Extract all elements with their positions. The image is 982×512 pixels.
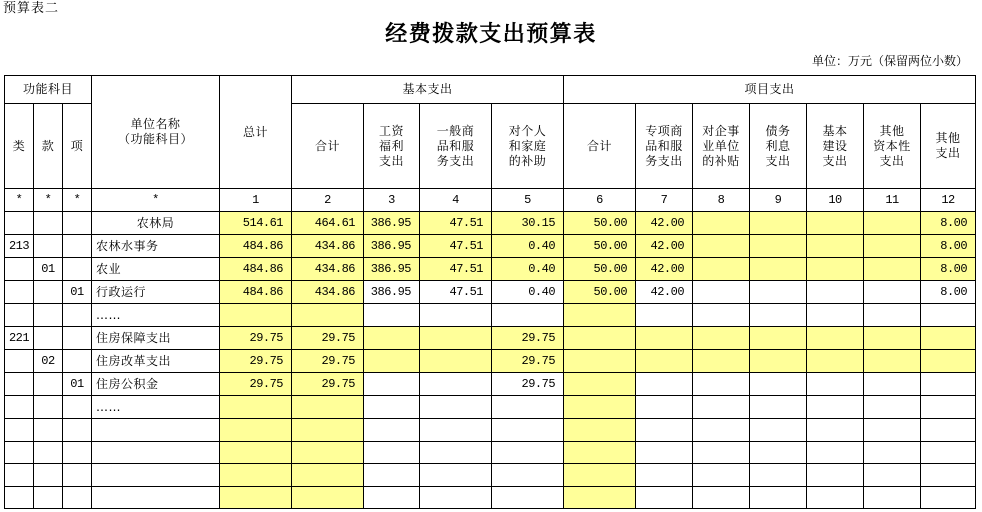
unit-name-cell xyxy=(92,419,220,442)
cell-other-capital xyxy=(864,350,921,373)
cell-other-expenditure xyxy=(921,304,976,327)
table-row xyxy=(5,258,976,281)
cell-other-expenditure xyxy=(921,487,976,509)
cell-wages-welfare xyxy=(364,350,420,373)
index-total: 1 xyxy=(220,189,292,212)
unit-name-cell: 住房公积金 xyxy=(92,373,220,396)
index-special-goods-services: 7 xyxy=(636,189,693,212)
cell-other-capital xyxy=(864,396,921,419)
cell-total xyxy=(220,442,292,464)
cell-project-subtotal xyxy=(564,327,636,350)
cell-basic-subtotal: 434.86 xyxy=(292,281,364,304)
code-kuan-cell xyxy=(34,281,63,304)
cell-basic-subtotal xyxy=(292,442,364,464)
cell-total xyxy=(220,464,292,487)
cell-goods-services: 47.51 xyxy=(420,235,492,258)
cell-enterprise-subsidy xyxy=(693,258,750,281)
cell-capital-construction xyxy=(807,396,864,419)
cell-other-capital xyxy=(864,442,921,464)
cell-project-subtotal xyxy=(564,304,636,327)
cell-capital-construction xyxy=(807,281,864,304)
table-row xyxy=(5,327,976,350)
cell-basic-subtotal: 464.61 xyxy=(292,212,364,235)
cell-enterprise-subsidy xyxy=(693,304,750,327)
header-lei: 类 xyxy=(5,104,34,189)
cell-other-capital xyxy=(864,235,921,258)
cell-capital-construction xyxy=(807,212,864,235)
code-xiang-cell xyxy=(63,464,92,487)
cell-basic-subtotal xyxy=(292,396,364,419)
cell-debt-interest xyxy=(750,487,807,509)
code-kuan-cell: 01 xyxy=(34,258,63,281)
cell-total xyxy=(220,304,292,327)
code-xiang-cell xyxy=(63,487,92,509)
header-basic-expenditure: 基本支出 xyxy=(292,76,564,104)
code-lei-cell: 213 xyxy=(5,235,34,258)
header-unit-name: 单位名称 （功能科目） xyxy=(92,76,220,189)
code-xiang-cell xyxy=(63,396,92,419)
table-row xyxy=(5,396,976,419)
cell-wages-welfare xyxy=(364,373,420,396)
code-kuan-cell xyxy=(34,464,63,487)
page-title: 经费拨款支出预算表 xyxy=(385,22,597,47)
cell-capital-construction xyxy=(807,327,864,350)
index-xiang: * xyxy=(63,189,92,212)
cell-individual-household-subsidy xyxy=(492,419,564,442)
cell-project-subtotal xyxy=(564,442,636,464)
cell-debt-interest xyxy=(750,281,807,304)
code-xiang-cell xyxy=(63,442,92,464)
cell-goods-services xyxy=(420,304,492,327)
cell-capital-construction xyxy=(807,442,864,464)
code-kuan-cell xyxy=(34,442,63,464)
header-row-groups xyxy=(5,76,976,104)
table-row xyxy=(5,373,976,396)
cell-special-goods-services xyxy=(636,419,693,442)
header-goods-services: 一般商 品和服 务支出 xyxy=(420,104,492,189)
cell-other-expenditure: 8.00 xyxy=(921,281,976,304)
unit-name-cell xyxy=(92,487,220,509)
cell-capital-construction xyxy=(807,235,864,258)
header-individual-household-subsidy: 对个人 和家庭 的补助 xyxy=(492,104,564,189)
header-kuan: 款 xyxy=(34,104,63,189)
code-lei-cell xyxy=(5,442,34,464)
unit-note: 单位：万元（保留两位小数） xyxy=(811,54,968,68)
cell-individual-household-subsidy xyxy=(492,464,564,487)
code-kuan-cell xyxy=(34,304,63,327)
code-lei-cell xyxy=(5,258,34,281)
unit-name-cell: 农林局 xyxy=(92,212,220,235)
table-row xyxy=(5,212,976,235)
cell-basic-subtotal xyxy=(292,464,364,487)
code-kuan-cell xyxy=(34,419,63,442)
cell-wages-welfare xyxy=(364,419,420,442)
cell-goods-services xyxy=(420,487,492,509)
cell-other-expenditure xyxy=(921,327,976,350)
cell-other-capital xyxy=(864,258,921,281)
header-project-expenditure: 项目支出 xyxy=(564,76,976,104)
header-debt-interest: 债务 利息 支出 xyxy=(750,104,807,189)
cell-wages-welfare: 386.95 xyxy=(364,235,420,258)
code-kuan-cell: 02 xyxy=(34,350,63,373)
cell-other-expenditure: 8.00 xyxy=(921,212,976,235)
cell-basic-subtotal xyxy=(292,304,364,327)
cell-special-goods-services xyxy=(636,487,693,509)
cell-other-capital xyxy=(864,327,921,350)
code-xiang-cell xyxy=(63,258,92,281)
cell-basic-subtotal: 434.86 xyxy=(292,258,364,281)
header-project-subtotal: 合计 xyxy=(564,104,636,189)
cell-project-subtotal xyxy=(564,396,636,419)
document-label: 预算表二 xyxy=(3,1,60,16)
code-lei-cell xyxy=(5,304,34,327)
index-basic-subtotal: 2 xyxy=(292,189,364,212)
cell-other-expenditure xyxy=(921,419,976,442)
cell-special-goods-services: 42.00 xyxy=(636,235,693,258)
cell-individual-household-subsidy: 29.75 xyxy=(492,350,564,373)
cell-enterprise-subsidy xyxy=(693,442,750,464)
cell-goods-services xyxy=(420,442,492,464)
header-xiang: 项 xyxy=(63,104,92,189)
cell-project-subtotal: 50.00 xyxy=(564,258,636,281)
code-xiang-cell xyxy=(63,419,92,442)
cell-special-goods-services xyxy=(636,442,693,464)
code-kuan-cell xyxy=(34,373,63,396)
cell-enterprise-subsidy xyxy=(693,396,750,419)
cell-debt-interest xyxy=(750,464,807,487)
unit-name-cell: 行政运行 xyxy=(92,281,220,304)
code-lei-cell xyxy=(5,281,34,304)
cell-special-goods-services xyxy=(636,396,693,419)
unit-name-cell: 农业 xyxy=(92,258,220,281)
index-project-subtotal: 6 xyxy=(564,189,636,212)
cell-other-capital xyxy=(864,212,921,235)
cell-goods-services xyxy=(420,419,492,442)
header-special-goods-services: 专项商 品和服 务支出 xyxy=(636,104,693,189)
cell-other-capital xyxy=(864,373,921,396)
cell-total: 484.86 xyxy=(220,258,292,281)
code-xiang-cell: 01 xyxy=(63,281,92,304)
index-lei: * xyxy=(5,189,34,212)
cell-project-subtotal xyxy=(564,464,636,487)
index-unit-name: * xyxy=(92,189,220,212)
cell-other-expenditure: 8.00 xyxy=(921,258,976,281)
cell-total xyxy=(220,487,292,509)
header-capital-construction: 基本 建设 支出 xyxy=(807,104,864,189)
index-goods-services: 4 xyxy=(420,189,492,212)
cell-enterprise-subsidy xyxy=(693,373,750,396)
table-row xyxy=(5,464,976,487)
cell-goods-services xyxy=(420,350,492,373)
unit-name-cell: …… xyxy=(92,304,220,327)
cell-wages-welfare xyxy=(364,327,420,350)
cell-debt-interest xyxy=(750,419,807,442)
cell-wages-welfare xyxy=(364,487,420,509)
cell-enterprise-subsidy xyxy=(693,419,750,442)
cell-other-capital xyxy=(864,487,921,509)
cell-capital-construction xyxy=(807,419,864,442)
cell-capital-construction xyxy=(807,304,864,327)
unit-name-cell xyxy=(92,442,220,464)
cell-other-expenditure xyxy=(921,464,976,487)
cell-debt-interest xyxy=(750,258,807,281)
code-lei-cell xyxy=(5,350,34,373)
cell-project-subtotal: 50.00 xyxy=(564,235,636,258)
cell-goods-services xyxy=(420,327,492,350)
cell-debt-interest xyxy=(750,212,807,235)
index-other-expenditure: 12 xyxy=(921,189,976,212)
cell-goods-services xyxy=(420,373,492,396)
unit-name-cell: …… xyxy=(92,396,220,419)
code-xiang-cell xyxy=(63,304,92,327)
cell-basic-subtotal: 29.75 xyxy=(292,373,364,396)
column-index-row xyxy=(5,189,976,212)
cell-project-subtotal xyxy=(564,419,636,442)
cell-individual-household-subsidy: 30.15 xyxy=(492,212,564,235)
cell-capital-construction xyxy=(807,373,864,396)
cell-project-subtotal xyxy=(564,373,636,396)
cell-individual-household-subsidy xyxy=(492,396,564,419)
table-row xyxy=(5,304,976,327)
cell-basic-subtotal: 29.75 xyxy=(292,327,364,350)
cell-basic-subtotal xyxy=(292,419,364,442)
cell-enterprise-subsidy xyxy=(693,350,750,373)
unit-name-cell: 农林水事务 xyxy=(92,235,220,258)
cell-goods-services xyxy=(420,396,492,419)
cell-individual-household-subsidy: 0.40 xyxy=(492,258,564,281)
cell-total: 484.86 xyxy=(220,235,292,258)
table-row xyxy=(5,281,976,304)
cell-special-goods-services: 42.00 xyxy=(636,258,693,281)
cell-debt-interest xyxy=(750,396,807,419)
header-function-subject: 功能科目 xyxy=(5,76,92,104)
cell-goods-services: 47.51 xyxy=(420,212,492,235)
budget-table xyxy=(4,75,976,509)
cell-other-expenditure xyxy=(921,350,976,373)
code-kuan-cell xyxy=(34,487,63,509)
cell-special-goods-services xyxy=(636,350,693,373)
code-kuan-cell xyxy=(34,235,63,258)
cell-debt-interest xyxy=(750,304,807,327)
cell-capital-construction xyxy=(807,487,864,509)
cell-wages-welfare: 386.95 xyxy=(364,281,420,304)
cell-total: 484.86 xyxy=(220,281,292,304)
code-lei-cell xyxy=(5,373,34,396)
cell-debt-interest xyxy=(750,373,807,396)
cell-project-subtotal: 50.00 xyxy=(564,212,636,235)
cell-capital-construction xyxy=(807,464,864,487)
unit-name-cell: 住房保障支出 xyxy=(92,327,220,350)
code-kuan-cell xyxy=(34,212,63,235)
index-wages-welfare: 3 xyxy=(364,189,420,212)
cell-capital-construction xyxy=(807,350,864,373)
cell-other-expenditure xyxy=(921,396,976,419)
cell-special-goods-services: 42.00 xyxy=(636,212,693,235)
code-kuan-cell xyxy=(34,327,63,350)
cell-other-capital xyxy=(864,281,921,304)
code-lei-cell xyxy=(5,419,34,442)
cell-enterprise-subsidy xyxy=(693,235,750,258)
cell-enterprise-subsidy xyxy=(693,464,750,487)
cell-total xyxy=(220,396,292,419)
cell-special-goods-services xyxy=(636,304,693,327)
header-other-capital: 其他 资本性 支出 xyxy=(864,104,921,189)
cell-project-subtotal xyxy=(564,487,636,509)
cell-individual-household-subsidy xyxy=(492,487,564,509)
header-other-expenditure: 其他 支出 xyxy=(921,104,976,189)
cell-enterprise-subsidy xyxy=(693,327,750,350)
cell-individual-household-subsidy: 29.75 xyxy=(492,373,564,396)
cell-wages-welfare xyxy=(364,304,420,327)
header-basic-subtotal: 合计 xyxy=(292,104,364,189)
cell-special-goods-services xyxy=(636,327,693,350)
cell-debt-interest xyxy=(750,235,807,258)
code-xiang-cell xyxy=(63,350,92,373)
cell-debt-interest xyxy=(750,350,807,373)
cell-special-goods-services xyxy=(636,373,693,396)
table-body xyxy=(5,212,976,509)
cell-basic-subtotal: 29.75 xyxy=(292,350,364,373)
cell-total: 29.75 xyxy=(220,373,292,396)
cell-individual-household-subsidy: 0.40 xyxy=(492,235,564,258)
cell-total: 29.75 xyxy=(220,327,292,350)
cell-goods-services xyxy=(420,464,492,487)
cell-individual-household-subsidy: 29.75 xyxy=(492,327,564,350)
cell-individual-household-subsidy: 0.40 xyxy=(492,281,564,304)
index-kuan: * xyxy=(34,189,63,212)
unit-name-cell: 住房改革支出 xyxy=(92,350,220,373)
cell-other-capital xyxy=(864,464,921,487)
table-row xyxy=(5,442,976,464)
cell-wages-welfare xyxy=(364,442,420,464)
cell-enterprise-subsidy xyxy=(693,281,750,304)
header-enterprise-subsidy: 对企事 业单位 的补贴 xyxy=(693,104,750,189)
cell-special-goods-services: 42.00 xyxy=(636,281,693,304)
table-row xyxy=(5,235,976,258)
index-enterprise-subsidy: 8 xyxy=(693,189,750,212)
cell-total: 514.61 xyxy=(220,212,292,235)
table-row xyxy=(5,487,976,509)
unit-name-cell xyxy=(92,464,220,487)
code-xiang-cell: 01 xyxy=(63,373,92,396)
index-other-capital: 11 xyxy=(864,189,921,212)
code-lei-cell xyxy=(5,464,34,487)
index-individual-household-subsidy: 5 xyxy=(492,189,564,212)
cell-goods-services: 47.51 xyxy=(420,258,492,281)
cell-goods-services: 47.51 xyxy=(420,281,492,304)
header-total: 总计 xyxy=(220,76,292,189)
cell-enterprise-subsidy xyxy=(693,487,750,509)
code-lei-cell: 221 xyxy=(5,327,34,350)
cell-debt-interest xyxy=(750,327,807,350)
cell-basic-subtotal: 434.86 xyxy=(292,235,364,258)
cell-other-capital xyxy=(864,304,921,327)
cell-enterprise-subsidy xyxy=(693,212,750,235)
code-xiang-cell xyxy=(63,212,92,235)
cell-special-goods-services xyxy=(636,464,693,487)
cell-other-expenditure: 8.00 xyxy=(921,235,976,258)
cell-other-expenditure xyxy=(921,373,976,396)
code-kuan-cell xyxy=(34,396,63,419)
cell-individual-household-subsidy xyxy=(492,304,564,327)
cell-individual-household-subsidy xyxy=(492,442,564,464)
index-debt-interest: 9 xyxy=(750,189,807,212)
index-capital-construction: 10 xyxy=(807,189,864,212)
table-row xyxy=(5,350,976,373)
cell-wages-welfare: 386.95 xyxy=(364,258,420,281)
cell-wages-welfare xyxy=(364,464,420,487)
cell-project-subtotal xyxy=(564,350,636,373)
cell-wages-welfare: 386.95 xyxy=(364,212,420,235)
cell-basic-subtotal xyxy=(292,487,364,509)
table-row xyxy=(5,419,976,442)
cell-total: 29.75 xyxy=(220,350,292,373)
code-lei-cell xyxy=(5,487,34,509)
code-lei-cell xyxy=(5,396,34,419)
cell-project-subtotal: 50.00 xyxy=(564,281,636,304)
cell-wages-welfare xyxy=(364,396,420,419)
header-wages-welfare: 工资 福利 支出 xyxy=(364,104,420,189)
cell-other-expenditure xyxy=(921,442,976,464)
code-lei-cell xyxy=(5,212,34,235)
cell-total xyxy=(220,419,292,442)
code-xiang-cell xyxy=(63,235,92,258)
cell-capital-construction xyxy=(807,258,864,281)
code-xiang-cell xyxy=(63,327,92,350)
cell-debt-interest xyxy=(750,442,807,464)
cell-other-capital xyxy=(864,419,921,442)
